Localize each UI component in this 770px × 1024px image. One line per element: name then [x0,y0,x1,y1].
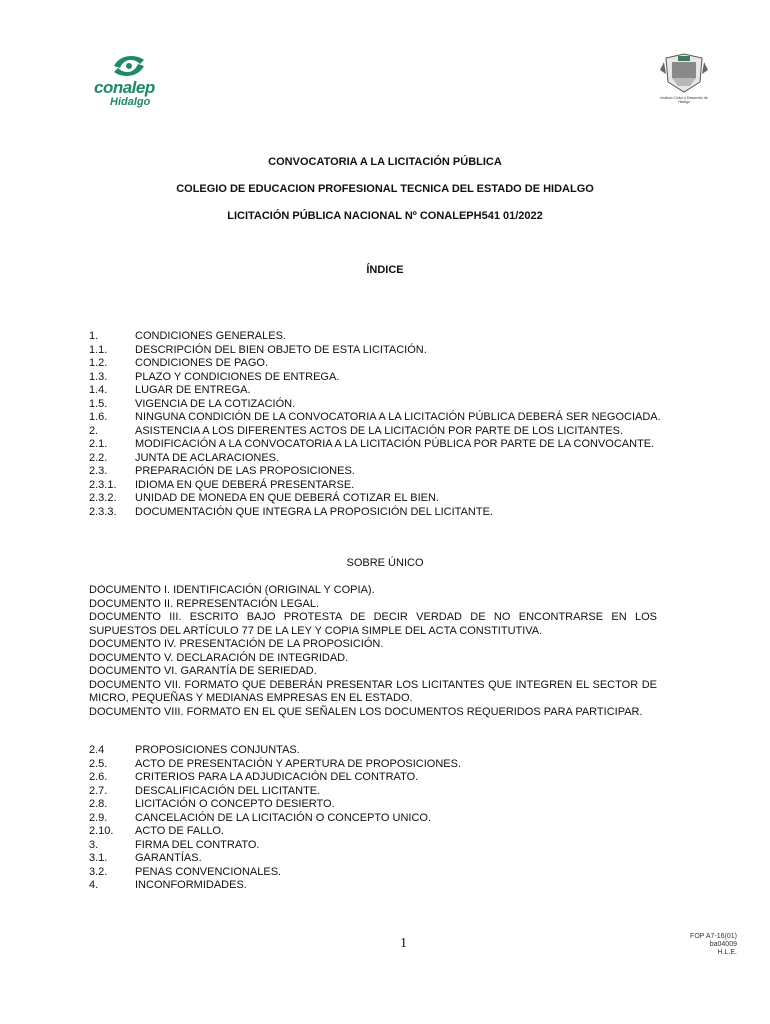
index-text: PENAS CONVENCIONALES. [135,865,282,878]
index-number: 2.4 [89,744,105,756]
index-item [89,371,669,385]
index-number: 2.3.3. [89,505,117,518]
seal-caption: Instituto Cívico y Desarrollo de Hidalgo [660,96,708,104]
index-item [89,771,669,785]
institution-name: COLEGIO DE EDUCACION PROFESIONAL TECNICA DEL ESTADO DE HIDALGO [176,183,594,195]
index-number: 4. [89,879,99,891]
index-number: 2.6. [89,771,108,783]
index-text: CONDICIONES GENERALES. [135,330,286,342]
index-text: IDIOMA EN QUE DEBERÁ PRESENTARSE. [135,478,355,491]
index-list-part2 [89,744,669,893]
index-text: PLAZO Y CONDICIONES DE ENTREGA. [135,370,340,383]
documents-list [89,584,657,719]
logo-name: conalep [94,78,155,97]
conalep-logo [92,52,164,108]
document-title: CONVOCATORIA A LA LICITACIÓN PÚBLICA [268,156,502,168]
index-number: 2.10. [89,825,114,837]
index-text: LUGAR DE ENTREGA. [135,384,251,396]
document-item: DOCUMENTO VII. FORMATO QUE DEBERÁN PRESENTAR LOS LICITANTES QUE INTEGREN EL SECTOR DE MICRO, PEQUEÑAS Y MEDIANAS EMPRESAS EN EL ESTADO. [89,678,657,704]
index-number: 1.3. [89,370,108,383]
index-item [89,798,669,812]
index-item [89,758,669,772]
document-item: DOCUMENTO III. ESCRITO BAJO PROTESTA DE DECIR VERDAD DE NO ENCONTRARSE EN LOS SUPUESTOS DEL ARTÍCULO 77 DE LA LEY Y COPIA SIMPLE DEL ACTA CONSTITUTIVA. [89,611,657,637]
index-number: 3. [89,838,99,851]
index-item [89,825,669,839]
index-number: 1.5. [89,397,108,410]
index-number: 3.2. [89,865,108,878]
index-text: ACTO DE PRESENTACIÓN Y APERTURA DE PROPOSICIONES. [135,757,462,770]
index-item [89,492,669,506]
document-item: DOCUMENTO VIII. FORMATO EN EL QUE SEÑALEN LOS DOCUMENTOS REQUERIDOS PARA PARTICIPAR. [89,705,643,718]
index-number: 1.2. [89,357,108,369]
index-text: CRITERIOS PARA LA ADJUDICACIÓN DEL CONTRATO. [135,771,419,783]
document-item: DOCUMENTO VI. GARANTÍA DE SERIEDAD. [89,665,317,677]
form-code-line: FOP A7-16(01) [690,933,737,940]
index-number: 2.3.1. [89,478,117,491]
document-item: DOCUMENTO II. REPRESENTACIÓN LEGAL. [89,597,320,610]
form-code-line: ba04009 [709,941,737,948]
index-text: UNIDAD DE MONEDA EN QUE DEBERÁ COTIZAR EL BIEN. [135,492,439,504]
index-number: 2.3. [89,465,108,477]
page-number: 1 [400,936,407,951]
index-text: CANCELACIÓN DE LA LICITACIÓN O CONCEPTO UNICO. [135,811,432,824]
index-number: 2.5. [89,757,108,770]
index-text: VIGENCIA DE LA COTIZACIÓN. [135,397,296,410]
index-text: MODIFICACIÓN A LA CONVOCATORIA A LA LICITACIÓN PÚBLICA POR PARTE DE LA CONVOCANTE. [135,438,655,450]
index-text: ACTO DE FALLO. [135,825,225,837]
index-number: 3.1. [89,852,108,864]
index-text: DOCUMENTACIÓN QUE INTEGRA LA PROPOSICIÓN DEL LICITANTE. [135,505,493,518]
index-number: 2.1. [89,438,108,450]
seal-icon [660,52,708,94]
index-list-part1 [89,330,669,519]
index-item [89,812,669,826]
index-number: 2. [89,424,99,437]
index-number: 1.6. [89,411,108,423]
index-item [89,411,669,425]
index-text: PREPARACIÓN DE LAS PROPOSICIONES. [135,465,355,477]
document-item: DOCUMENTO IV. PRESENTACIÓN DE LA PROPOSICIÓN. [89,638,384,650]
state-seal-logo [656,52,712,114]
index-item [89,479,669,493]
index-text: PROPOSICIONES CONJUNTAS. [135,744,300,756]
index-number: 2.3.2. [89,492,117,504]
index-item [89,398,669,412]
document-item: DOCUMENTO V. DECLARACIÓN DE INTEGRIDAD. [89,651,349,664]
index-item [89,425,669,439]
index-item [89,506,669,520]
index-number: 2.8. [89,798,108,810]
index-number: 2.9. [89,811,108,824]
index-text: LICITACIÓN O CONCEPTO DESIERTO. [135,798,335,810]
index-text: DESCALIFICACIÓN DEL LICITANTE. [135,784,321,797]
index-text: NINGUNA CONDICIÓN DE LA CONVOCATORIA A LA LICITACIÓN PÚBLICA DEBERÁ SER NEGOCIADA. [135,411,661,423]
index-item [89,744,669,758]
index-number: 2.7. [89,784,108,797]
document-item: DOCUMENTO I. IDENTIFICACIÓN (ORIGINAL Y COPIA). [89,584,375,596]
index-text: CONDICIONES DE PAGO. [135,357,269,369]
index-item [89,785,669,799]
index-item [89,357,669,371]
index-item [89,465,669,479]
index-item [89,852,669,866]
tender-number: LICITACIÓN PÚBLICA NACIONAL Nº CONALEPH541 01/2022 [227,210,543,222]
index-item [89,330,669,344]
index-text: ASISTENCIA A LOS DIFERENTES ACTOS DE LA LICITACIÓN POR PARTE DE LOS LICITANTES. [135,424,624,437]
index-text: FIRMA DEL CONTRATO. [135,838,260,851]
index-number: 2.2. [89,451,108,464]
form-code-line: H.L.E. [717,949,737,956]
index-text: DESCRIPCIÓN DEL BIEN OBJETO DE ESTA LICITACIÓN. [135,343,427,356]
index-text: JUNTA DE ACLARACIONES. [135,451,280,464]
index-text: GARANTÍAS. [135,852,202,864]
index-item [89,879,669,893]
index-text: INCONFORMIDADES. [135,879,247,891]
index-number: 1.1. [89,343,108,356]
form-code [680,933,737,957]
conalep-mark-icon [110,52,148,80]
sobre-unico-heading: SOBRE ÚNICO [346,557,424,569]
index-number: 1. [89,330,99,342]
index-item [89,839,669,853]
index-item [89,438,669,452]
index-item [89,452,669,466]
index-item [89,866,669,880]
index-number: 1.4. [89,384,108,396]
index-item [89,384,669,398]
index-heading: ÍNDICE [366,264,404,276]
index-item [89,344,669,358]
logo-subname: Hidalgo [110,96,151,108]
